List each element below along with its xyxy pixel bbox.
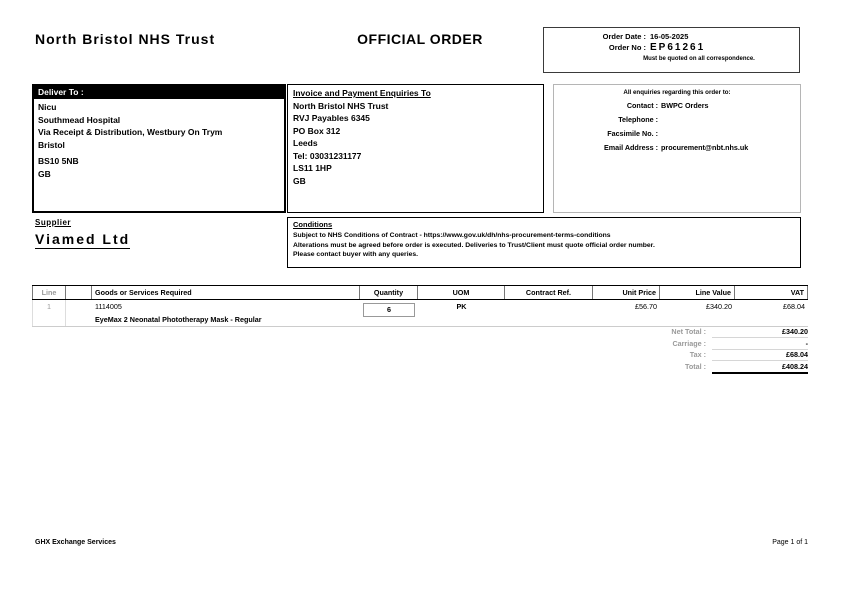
tax-label: Tax : bbox=[689, 350, 706, 359]
order-date-row bbox=[544, 31, 799, 42]
trust-name: North Bristol NHS Trust bbox=[35, 31, 216, 47]
deliver-country: GB bbox=[38, 168, 51, 179]
items-table bbox=[32, 285, 808, 327]
item-vat: £68.04 bbox=[783, 302, 805, 311]
order-no-label: Order No : bbox=[608, 43, 646, 52]
item-uom: PK bbox=[456, 302, 467, 311]
total-value: £408.24 bbox=[712, 362, 808, 374]
col-header-unit-price: Unit Price bbox=[593, 286, 660, 299]
item-line-number: 1 bbox=[32, 300, 66, 326]
enquiries-email-row bbox=[554, 143, 800, 152]
deliver-to-header: Deliver To : bbox=[34, 86, 284, 99]
col-header-line: Line bbox=[32, 286, 66, 299]
deliver-to-box bbox=[32, 84, 286, 213]
col-header-contract-ref: Contract Ref. bbox=[505, 286, 593, 299]
invoice-line: North Bristol NHS Trust bbox=[293, 100, 389, 111]
carriage-value: - bbox=[712, 339, 808, 350]
total-row bbox=[560, 362, 808, 374]
order-no-row bbox=[544, 42, 799, 53]
supplier-name: Viamed Ltd bbox=[35, 231, 131, 247]
deliver-to-address bbox=[34, 99, 284, 182]
contact-label: Contact : bbox=[626, 101, 658, 110]
order-quote-note: Must be quoted on all correspondence. bbox=[643, 56, 755, 62]
conditions-line: Please contact buyer with any queries. bbox=[293, 251, 419, 258]
footer-page-number: Page 1 of 1 bbox=[772, 539, 808, 546]
items-table-header-row bbox=[32, 285, 808, 300]
supplier-label: Supplier bbox=[35, 218, 72, 227]
order-reference-box bbox=[543, 27, 800, 73]
item-description: EyeMax 2 Neonatal Phototherapy Mask - Regular bbox=[95, 315, 262, 324]
order-enquiries-box bbox=[553, 84, 801, 213]
invoice-enquiries-box bbox=[287, 84, 544, 213]
enquiries-telephone-row bbox=[554, 115, 800, 124]
col-header-goods: Goods or Services Required bbox=[92, 286, 360, 299]
carriage-row bbox=[560, 339, 808, 351]
item-blank-cell bbox=[66, 300, 92, 326]
item-code: 1114005 bbox=[95, 302, 122, 311]
net-total-value: £340.20 bbox=[712, 327, 808, 338]
carriage-label: Carriage : bbox=[672, 338, 706, 348]
order-date-label: Order Date : bbox=[602, 32, 646, 41]
col-header-quantity: Quantity bbox=[360, 286, 418, 299]
item-contract-ref bbox=[505, 300, 593, 326]
total-label: Total : bbox=[684, 361, 706, 371]
net-total-row bbox=[560, 327, 808, 339]
order-no-value: EP61261 bbox=[650, 42, 706, 53]
invoice-postcode: LS11 1HP bbox=[293, 163, 332, 173]
item-unit-price: £56.70 bbox=[635, 302, 657, 311]
email-label: Email Address : bbox=[603, 143, 658, 152]
invoice-telephone: Tel: 03031231177 bbox=[293, 150, 362, 161]
email-value: procurement@nbt.nhs.uk bbox=[661, 143, 749, 152]
enquiries-facsimile-row bbox=[554, 129, 800, 138]
footer-service-name: GHX Exchange Services bbox=[35, 539, 116, 546]
document-title: OFFICIAL ORDER bbox=[357, 31, 483, 47]
conditions-line: Alterations must be agreed before order is executed. Deliveries to Trust/Client must quote official order number. bbox=[293, 241, 655, 249]
deliver-line: Via Receipt & Distribution, Westbury On Trym bbox=[38, 127, 223, 137]
deliver-line: Bristol bbox=[38, 139, 65, 150]
table-row bbox=[32, 300, 808, 327]
tax-value: £68.04 bbox=[712, 350, 808, 361]
col-header-line-value: Line Value bbox=[660, 286, 735, 299]
deliver-postcode: BS10 5NB bbox=[38, 156, 79, 166]
order-date-value: 16-05-2025 bbox=[650, 32, 689, 41]
tax-row bbox=[560, 350, 808, 362]
deliver-line: Nicu bbox=[38, 102, 57, 112]
item-line-value: £340.20 bbox=[706, 302, 732, 311]
invoice-line: RVJ Payables 6345 bbox=[293, 113, 370, 123]
conditions-header: Conditions bbox=[293, 220, 333, 229]
telephone-label: Telephone : bbox=[618, 115, 658, 124]
enquiries-header: All enquiries regarding this order to: bbox=[623, 89, 731, 96]
net-total-label: Net Total : bbox=[671, 327, 706, 336]
conditions-line: Subject to NHS Conditions of Contract - https://www.gov.uk/dh/nhs-procurement-terms-conditions bbox=[293, 232, 611, 239]
contact-value: BWPC Orders bbox=[661, 101, 709, 110]
item-goods-cell bbox=[92, 300, 360, 326]
facsimile-label: Facsimile No. : bbox=[607, 129, 658, 138]
col-header-vat: VAT bbox=[735, 286, 808, 299]
invoice-enquiries-header: Invoice and Payment Enquiries To bbox=[293, 88, 431, 98]
col-header-blank bbox=[66, 286, 92, 299]
invoice-line: PO Box 312 bbox=[293, 125, 341, 136]
col-header-uom: UOM bbox=[418, 286, 505, 299]
enquiries-contact-row bbox=[554, 101, 800, 110]
conditions-box bbox=[287, 217, 801, 268]
deliver-line: Southmead Hospital bbox=[38, 114, 121, 125]
invoice-line: Leeds bbox=[293, 138, 318, 148]
totals-block bbox=[560, 327, 808, 373]
item-quantity: 6 bbox=[363, 303, 415, 317]
item-quantity-cell bbox=[360, 300, 418, 326]
invoice-country: GB bbox=[293, 175, 306, 186]
